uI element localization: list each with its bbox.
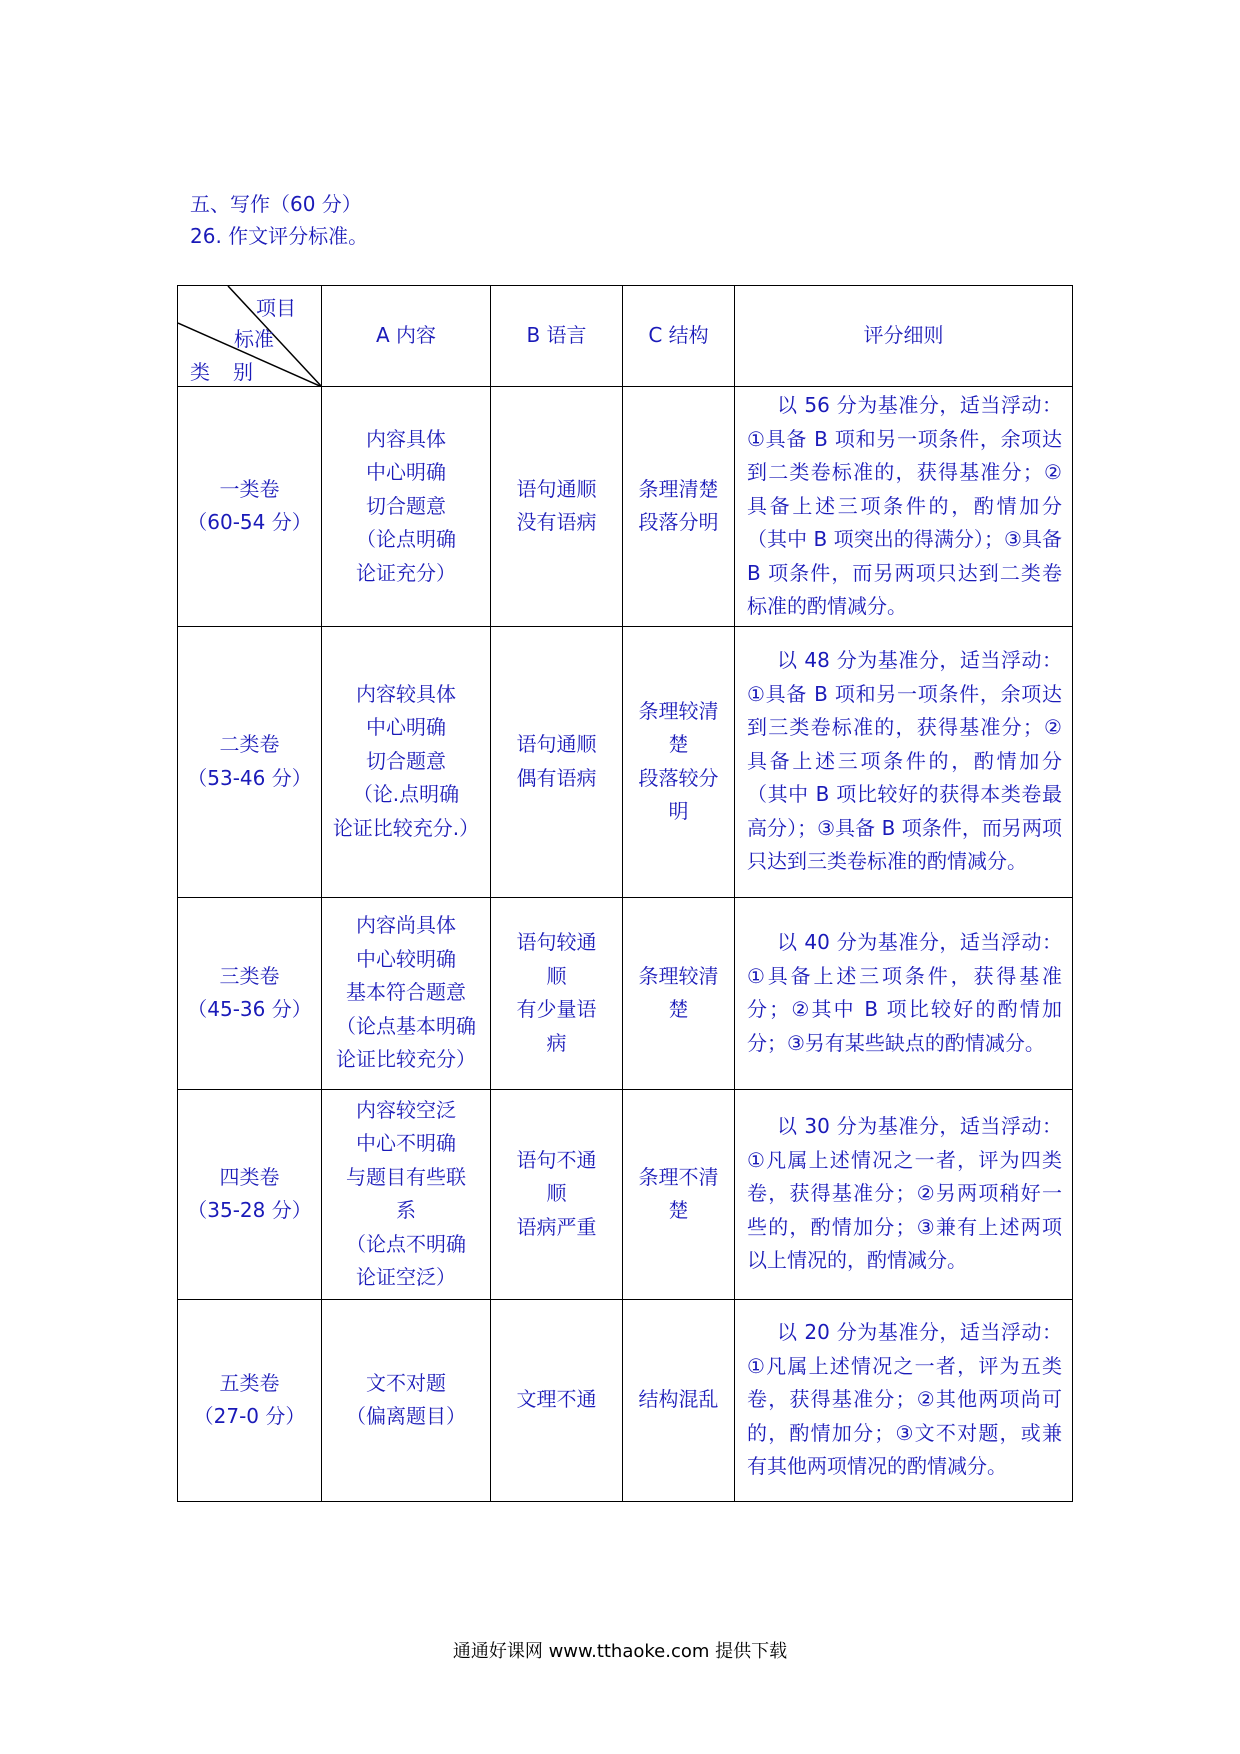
grade-category-line: （45-36 分） bbox=[187, 997, 312, 1021]
content-criteria-line: 论证空泛） bbox=[356, 1265, 456, 1289]
corner-label-standard: 标准 bbox=[234, 327, 274, 351]
language-criteria-line: 没有语病 bbox=[516, 510, 597, 535]
structure-criteria bbox=[623, 626, 735, 897]
structure-criteria-line: 条理较清 bbox=[638, 698, 719, 723]
footer: 通通好课网 www.tthaoke.com 提供下载 bbox=[452, 1641, 788, 1662]
grade-category-line: （27-0 分） bbox=[193, 1404, 306, 1428]
language-criteria bbox=[491, 387, 623, 627]
section-title: 五、写作（60 分） bbox=[190, 192, 362, 216]
language-criteria-line: 语句较通 bbox=[516, 930, 597, 954]
grade-category bbox=[178, 387, 322, 627]
structure-criteria-line: 段落分明 bbox=[638, 510, 719, 535]
grade-category-line: （53-46 分） bbox=[187, 765, 312, 790]
scoring-detail: 以 48 分为基准分，适当浮动：①具备 B 项和另一项条件，余项达到三类卷标准的，获得基准分；②具备上述三项条件的，酌情加分（其中 B 项比较好的获得本类卷最高分）；③具备 B 项条件，而另两项只达到三类卷标准的酌情减分。 bbox=[735, 626, 1073, 897]
language-criteria bbox=[491, 897, 623, 1089]
grade-category-line: （35-28 分） bbox=[187, 1198, 312, 1222]
grade-category-line: 二类卷 bbox=[219, 732, 280, 756]
language-criteria-line: 有少量语 bbox=[516, 997, 597, 1021]
structure-criteria-line: 楚 bbox=[668, 1198, 689, 1222]
grade-row bbox=[178, 387, 1073, 627]
content-criteria-line: 系 bbox=[396, 1198, 416, 1222]
content-criteria-line: 中心不明确 bbox=[356, 1131, 456, 1155]
content-criteria-line: 论证比较充分） bbox=[336, 1047, 476, 1072]
language-criteria bbox=[491, 1299, 623, 1501]
content-criteria-line: 与题目有些联 bbox=[346, 1164, 466, 1189]
language-criteria-line: 语病严重 bbox=[516, 1214, 597, 1239]
content-criteria-line: （论.点明确 bbox=[352, 782, 460, 807]
scoring-detail: 以 40 分为基准分，适当浮动：①具备上述三项条件，获得基准分；②其中 B 项比较好的酌情加分；③另有某些缺点的酌情减分。 bbox=[735, 897, 1073, 1089]
language-criteria-line: 顺 bbox=[546, 963, 567, 988]
language-criteria-line: 语句通顺 bbox=[516, 476, 597, 501]
structure-criteria bbox=[623, 387, 735, 627]
header-structure: C 结构 bbox=[623, 286, 735, 387]
grade-category-line: 三类卷 bbox=[219, 963, 280, 988]
corner-label-category-2: 别 bbox=[233, 360, 253, 384]
content-criteria-line: （论点明确 bbox=[356, 527, 456, 551]
grade-category-line: （60-54 分） bbox=[187, 510, 312, 535]
grade-row bbox=[178, 1089, 1073, 1299]
content-criteria-line: 内容具体 bbox=[366, 426, 446, 451]
grade-row bbox=[178, 1299, 1073, 1501]
content-criteria bbox=[322, 626, 491, 897]
language-criteria-line: 顺 bbox=[546, 1181, 567, 1206]
content-criteria-line: 文不对题 bbox=[366, 1370, 446, 1395]
header-language: B 语言 bbox=[491, 286, 623, 387]
language-criteria bbox=[491, 1089, 623, 1299]
structure-criteria-line: 条理较清 bbox=[638, 963, 719, 988]
item-title: 26. 作文评分标准。 bbox=[190, 224, 369, 248]
content-criteria-line: 切合题意 bbox=[366, 748, 446, 773]
corner-label-category-1: 类 bbox=[190, 360, 210, 384]
content-criteria-line: 中心明确 bbox=[366, 715, 446, 740]
content-criteria-line: 论证充分） bbox=[356, 560, 456, 585]
content-criteria-line: 内容较具体 bbox=[356, 681, 456, 706]
grade-category-line: 五类卷 bbox=[219, 1370, 280, 1395]
scoring-table bbox=[177, 285, 1073, 1502]
grade-row bbox=[178, 897, 1073, 1089]
corner-label-item: 项目 bbox=[256, 296, 296, 320]
structure-criteria-line: 段落较分 bbox=[638, 765, 719, 790]
header-content: A 内容 bbox=[322, 286, 491, 387]
content-criteria bbox=[322, 387, 491, 627]
structure-criteria bbox=[623, 897, 735, 1089]
content-criteria-line: 切合题意 bbox=[366, 493, 446, 518]
structure-criteria bbox=[623, 1089, 735, 1299]
structure-criteria-line: 结构混乱 bbox=[638, 1387, 719, 1412]
language-criteria-line: 语句通顺 bbox=[516, 732, 597, 756]
content-criteria-line: （论点基本明确 bbox=[336, 1013, 476, 1038]
content-criteria bbox=[322, 1299, 491, 1501]
language-criteria bbox=[491, 626, 623, 897]
grade-category bbox=[178, 1089, 322, 1299]
content-criteria-line: （论点不明确 bbox=[346, 1231, 466, 1256]
language-criteria-line: 病 bbox=[546, 1030, 567, 1055]
language-criteria-line: 文理不通 bbox=[516, 1387, 597, 1412]
language-criteria-line: 语句不通 bbox=[516, 1147, 597, 1172]
content-criteria-line: 中心明确 bbox=[366, 460, 446, 484]
structure-criteria-line: 条理清楚 bbox=[638, 476, 719, 501]
structure-criteria bbox=[623, 1299, 735, 1501]
grade-row bbox=[178, 626, 1073, 897]
structure-criteria-line: 楚 bbox=[668, 732, 689, 756]
content-criteria bbox=[322, 1089, 491, 1299]
header-row bbox=[178, 286, 1073, 387]
grade-category-line: 一类卷 bbox=[219, 476, 280, 501]
content-criteria-line: 中心较明确 bbox=[356, 946, 456, 971]
grade-category bbox=[178, 897, 322, 1089]
scoring-detail: 以 30 分为基准分，适当浮动：①凡属上述情况之一者，评为四类卷，获得基准分；②另两项稍好一些的，酌情加分；③兼有上述两项以上情况的，酌情减分。 bbox=[735, 1089, 1073, 1299]
content-criteria-line: 论证比较充分.） bbox=[332, 815, 480, 840]
content-criteria-line: （偏离题目） bbox=[346, 1404, 466, 1428]
scoring-detail: 以 56 分为基准分，适当浮动：①具备 B 项和另一项条件，余项达到二类卷标准的，获得基准分；②具备上述三项条件的，酌情加分（其中 B 项突出的得满分）；③具备 B 项条件，而另两项只达到二类卷标准的酌情减分。 bbox=[735, 387, 1073, 627]
content-criteria-line: 基本符合题意 bbox=[346, 980, 466, 1005]
grade-category bbox=[178, 626, 322, 897]
content-criteria-line: 内容较空泛 bbox=[356, 1097, 456, 1122]
grade-category bbox=[178, 1299, 322, 1501]
content-criteria-line: 内容尚具体 bbox=[356, 913, 456, 938]
scoring-detail: 以 20 分为基准分，适当浮动：①凡属上述情况之一者，评为五类卷，获得基准分；②其他两项尚可的，酌情加分；③文不对题，或兼有其他两项情况的酌情减分。 bbox=[735, 1299, 1073, 1501]
structure-criteria-line: 楚 bbox=[668, 997, 689, 1021]
content-criteria bbox=[322, 897, 491, 1089]
corner-header-cell bbox=[178, 286, 322, 387]
structure-criteria-line: 条理不清 bbox=[638, 1164, 719, 1189]
header-detail: 评分细则 bbox=[735, 286, 1073, 387]
language-criteria-line: 偶有语病 bbox=[516, 765, 597, 790]
grade-category-line: 四类卷 bbox=[219, 1164, 280, 1189]
structure-criteria-line: 明 bbox=[668, 799, 689, 823]
